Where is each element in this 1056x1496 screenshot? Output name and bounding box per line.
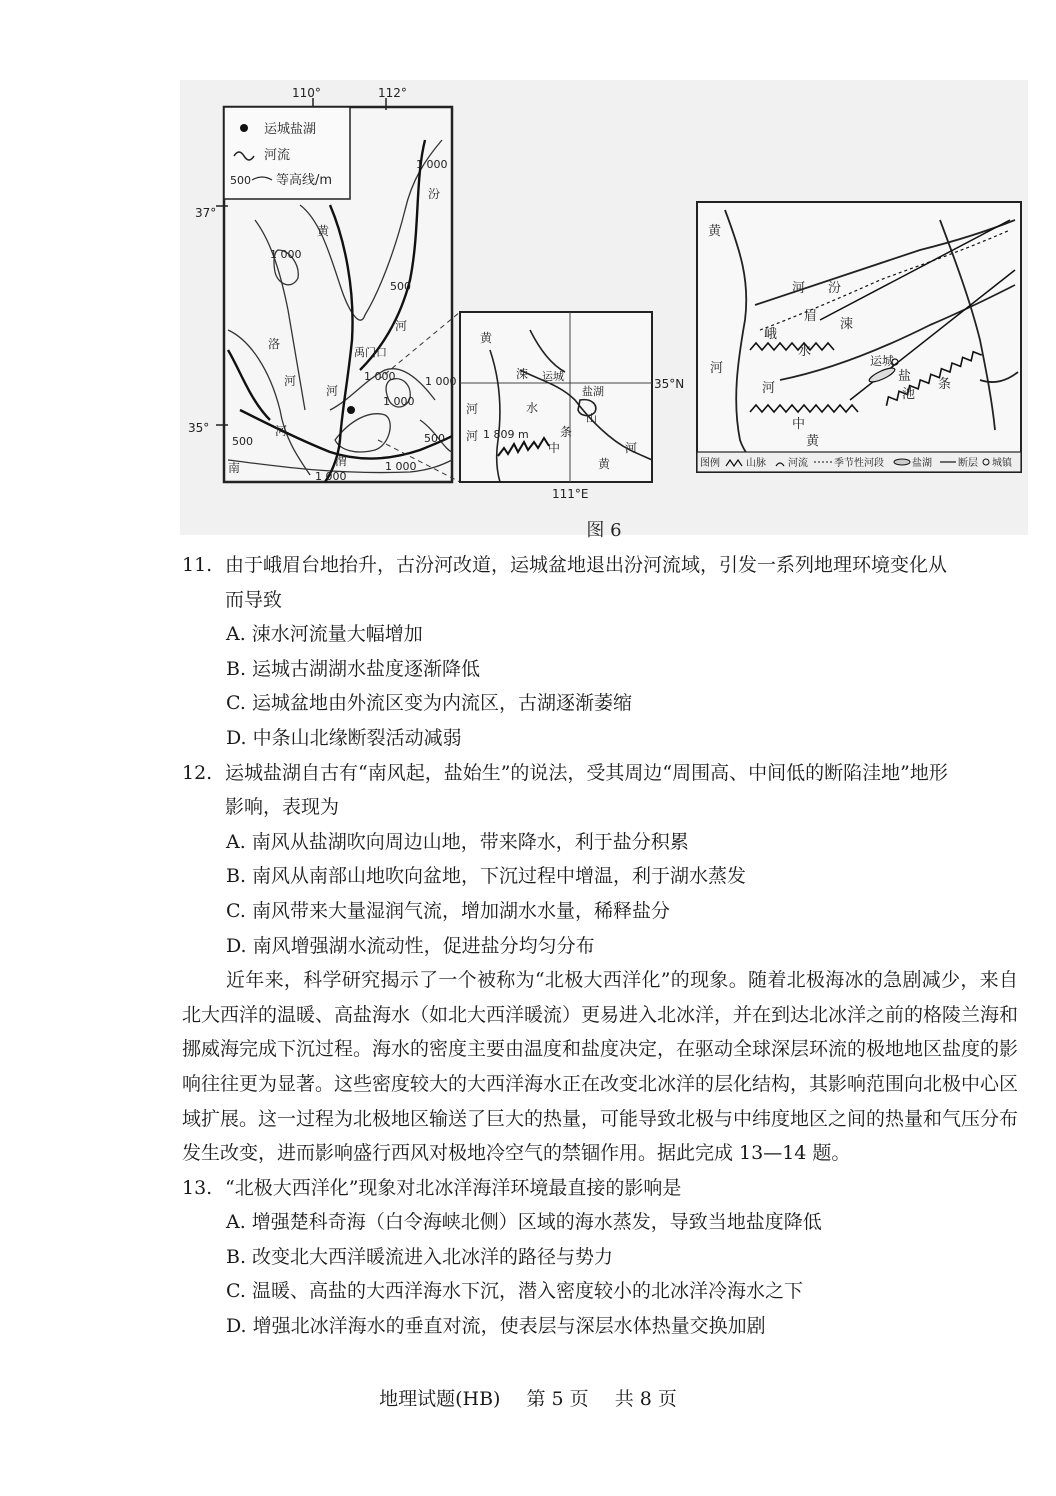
legend-salt-lake: 运城盐湖 bbox=[264, 122, 317, 137]
right-label-shui: 水 bbox=[798, 344, 812, 359]
footer-total: 共 8 页 bbox=[614, 1388, 677, 1410]
inset-elevation: 1 809 m bbox=[483, 428, 529, 441]
right-legend-seasonal: 季节性河段 bbox=[834, 458, 884, 469]
contour-label-2: 1 000 bbox=[270, 248, 302, 261]
option-d: D. 南风增强湖水流动性，促进盐分均匀分布 bbox=[226, 934, 595, 957]
inset-label-yanhu: 盐湖 bbox=[582, 385, 604, 398]
right-label-yuncheng: 运城 bbox=[870, 354, 895, 368]
right-label-he-3: 河 bbox=[762, 381, 776, 396]
option-b: B. 改变北大西洋暖流进入北冰洋的路径与势力 bbox=[226, 1245, 614, 1268]
label-huang: 黄 bbox=[317, 224, 330, 238]
inset-label-huang: 黄 bbox=[480, 331, 493, 345]
right-legend-river: 河流 bbox=[788, 458, 808, 469]
legend-contour-value: 500 bbox=[230, 174, 251, 187]
option-c: C. 温暖、高盐的大西洋海水下沉，潜入密度较小的北冰洋冷海水之下 bbox=[226, 1280, 803, 1303]
lat-label-37: 37° bbox=[195, 206, 217, 220]
right-label-mei: 眉 bbox=[804, 309, 818, 324]
right-label-e: 峨 bbox=[764, 327, 778, 342]
figure-caption: 图 6 bbox=[586, 520, 622, 541]
question-text bbox=[182, 548, 1018, 1344]
option-b: B. 运城古湖湖水盐度逐渐降低 bbox=[226, 657, 481, 680]
option-a: A. 涑水河流量大幅增加 bbox=[226, 623, 423, 646]
label-nan: 南 bbox=[228, 461, 241, 475]
label-yumenkou: 禹门口 bbox=[354, 346, 387, 359]
stem-line: 运城盐湖自古有“南风起，盐始生”的说法，受其周边“周围高、中间低的断陷洼地”地形 bbox=[225, 761, 948, 784]
question-12-stem bbox=[182, 756, 1018, 825]
right-label-su: 涑 bbox=[840, 317, 854, 332]
right-label-huang-2: 黄 bbox=[806, 434, 820, 449]
right-legend-fault: 断层 bbox=[958, 458, 978, 469]
option-c: C. 运城盆地由外流区变为内流区，古湖逐渐萎缩 bbox=[226, 692, 632, 715]
inset-label-huang-2: 黄 bbox=[598, 457, 611, 471]
contour-label-6: 1 000 bbox=[383, 395, 415, 408]
label-wei: 渭 bbox=[335, 454, 348, 468]
figure-6 bbox=[180, 80, 1028, 541]
figure-maps bbox=[180, 80, 1028, 510]
inset-label-he-1: 河 bbox=[466, 402, 479, 416]
right-legend-mountain: 山脉 bbox=[746, 458, 766, 469]
label-he-4: 河 bbox=[275, 424, 288, 438]
option-c: C. 南风带来大量湿润气流，增加湖水水量，稀释盐分 bbox=[226, 899, 670, 922]
inset-label-he-2: 河 bbox=[466, 429, 479, 443]
right-label-chi: 池 bbox=[902, 387, 916, 402]
right-label-he-1: 河 bbox=[792, 281, 806, 296]
label-he-3: 河 bbox=[284, 374, 297, 388]
question-number: 12. bbox=[182, 761, 213, 784]
right-label-huang: 黄 bbox=[708, 224, 722, 239]
inset-label-tiao: 条 bbox=[560, 425, 573, 439]
right-map bbox=[697, 202, 1021, 472]
contour-label-3: 500 bbox=[390, 280, 411, 293]
right-label-tiao: 条 bbox=[938, 377, 952, 392]
stem-line: “北极大西洋化”现象对北冰洋海洋环境最直接的影响是 bbox=[225, 1176, 682, 1199]
right-label-fen: 汾 bbox=[828, 281, 842, 296]
reading-passage: 近年来，科学研究揭示了一个被称为“北极大西洋化”的现象。随着北极海冰的急剧减少，来自北大西洋的温暖、高盐海水（如北大西洋暖流）更易进入北冰洋，并在到达北冰洋之前的格陵兰海和挪威海完成下沉过程。海水的密度主要由温度和盐度决定，在驱动全球深层环流的极地地区盐度的影响往往更为显著。这些密度较大的大西洋海水正在改变北冰洋的层化结构，其影响范围向北极中心区域扩展。这一过程为北极地区输送了巨大的热量，可能导致北极与中纬度地区之间的热量和气压分布发生改变，进而影响盛行西风对极地冷空气的禁锢作用。据此完成 13—14 题。 bbox=[182, 969, 1019, 1165]
contour-label-5: 1 000 bbox=[425, 375, 457, 388]
option-a: A. 南风从盐湖吹向周边山地，带来降水，利于盐分积累 bbox=[226, 830, 689, 853]
option-d: D. 增强北冰洋海水的垂直对流，使表层与深层水体热量交换加剧 bbox=[226, 1315, 766, 1338]
page-footer bbox=[0, 1384, 1056, 1411]
question-number: 11. bbox=[182, 554, 213, 576]
inset-label-su: 涑 bbox=[516, 367, 529, 381]
question-11-stem bbox=[182, 548, 1018, 617]
label-he-2: 河 bbox=[326, 384, 339, 398]
option-b: B. 南风从南部山地吹向盆地，下沉过程中增温，利于湖水蒸发 bbox=[226, 865, 747, 888]
question-13-stem bbox=[182, 1171, 1018, 1206]
inset-label-shui: 水 bbox=[526, 401, 539, 415]
inset-label-yuncheng: 运城 bbox=[542, 370, 564, 383]
stem-line: 由于峨眉台地抬升，古汾河改道，运城盆地退出汾河流域，引发一系列地理环境变化从 bbox=[225, 554, 948, 576]
label-he-1: 河 bbox=[395, 319, 408, 333]
inset-label-zhong: 中 bbox=[548, 441, 561, 455]
footer-subject: 地理试题(HB) bbox=[379, 1388, 501, 1410]
inset-label-he-3: 河 bbox=[625, 441, 638, 455]
inset-lon: 111°E bbox=[552, 487, 589, 501]
label-luo: 洛 bbox=[268, 337, 281, 351]
question-number: 13. bbox=[182, 1176, 213, 1199]
legend-contour: 等高线/m bbox=[276, 173, 333, 188]
legend-river: 河流 bbox=[264, 148, 291, 163]
right-legend-salt-lake: 盐湖 bbox=[912, 458, 932, 469]
dot-icon bbox=[240, 124, 248, 132]
right-legend-town: 城镇 bbox=[992, 458, 1012, 469]
right-label-he-2: 河 bbox=[710, 361, 724, 376]
stem-line: 影响，表现为 bbox=[225, 796, 340, 819]
right-legend-title: 图例 bbox=[700, 458, 720, 469]
contour-label-7: 500 bbox=[424, 432, 445, 445]
contour-label-10: 1 000 bbox=[315, 470, 347, 483]
stem-line: 而导致 bbox=[225, 588, 283, 611]
footer-page: 第 5 页 bbox=[526, 1388, 589, 1410]
inset-label-shan: 山 bbox=[586, 412, 597, 425]
label-fen: 汾 bbox=[428, 187, 441, 201]
lon-label-110: 110° bbox=[292, 86, 321, 100]
option-d: D. 中条山北缘断裂活动减弱 bbox=[226, 726, 462, 749]
right-label-zhong: 中 bbox=[792, 417, 806, 432]
lat-label-35: 35° bbox=[188, 421, 210, 435]
inset-map bbox=[460, 312, 684, 501]
salt-lake-icon bbox=[894, 459, 910, 465]
lon-label-112: 112° bbox=[378, 86, 407, 100]
contour-label-4: 1 000 bbox=[364, 370, 396, 383]
main-map bbox=[188, 86, 460, 483]
inset-lat: 35°N bbox=[654, 377, 685, 391]
option-a: A. 增强楚科奇海（白令海峡北侧）区域的海水蒸发，导致当地盐度降低 bbox=[226, 1211, 822, 1234]
right-label-yan: 盐 bbox=[898, 369, 912, 384]
salt-lake-dot bbox=[347, 406, 355, 414]
contour-label-1: 1 000 bbox=[416, 158, 448, 171]
contour-label-8: 500 bbox=[232, 435, 253, 448]
contour-label-9: 1 000 bbox=[385, 460, 417, 473]
